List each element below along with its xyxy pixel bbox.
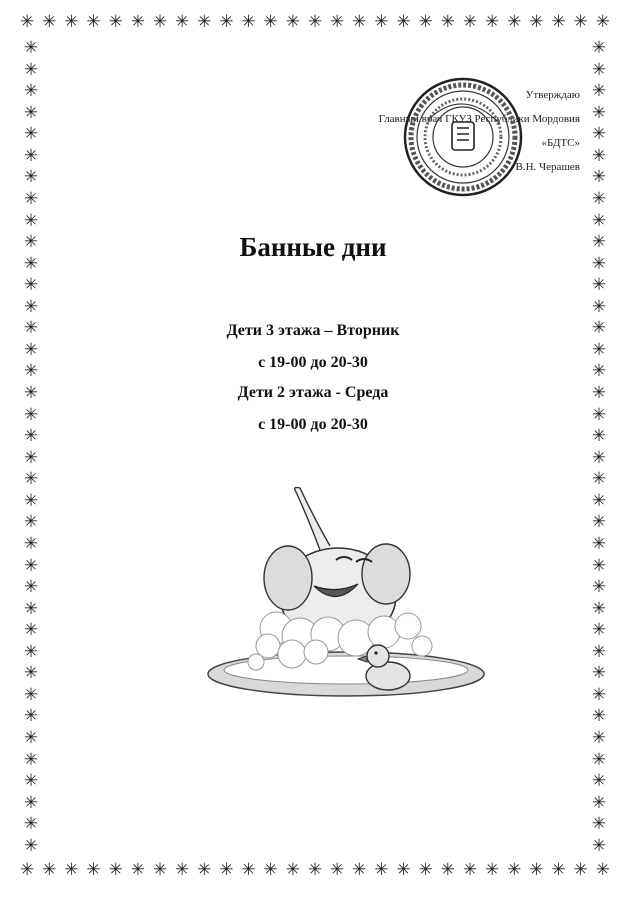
border-star-icon: ✳ <box>152 12 168 32</box>
approval-signatory: В.Н. Черашев <box>515 161 580 173</box>
schedule-floor3: Дети 3 этажа – Вторник <box>226 322 400 339</box>
border-star-icon: ✳ <box>591 598 607 619</box>
border-star-icon: ✳ <box>23 792 39 813</box>
border-star-icon: ✳ <box>440 12 455 32</box>
border-star-icon: ✳ <box>591 361 607 382</box>
border-star-icon: ✳ <box>23 469 39 490</box>
border-star-icon: ✳ <box>418 12 433 32</box>
border-star-icon: ✳ <box>462 860 478 880</box>
border-star-icon: ✳ <box>197 12 212 32</box>
border-star-icon: ✳ <box>108 860 123 880</box>
border-star-icon: ✳ <box>23 512 39 533</box>
border-star-icon: ✳ <box>23 253 39 274</box>
border-star-icon: ✳ <box>23 188 39 209</box>
border-star-icon: ✳ <box>64 12 79 32</box>
border-star-icon: ✳ <box>23 296 39 317</box>
border-star-icon: ✳ <box>484 12 500 32</box>
schedule-floor3-time: с 19-00 до 20-30 <box>258 354 368 371</box>
border-star-icon: ✳ <box>23 167 39 188</box>
border-star-icon: ✳ <box>23 102 39 123</box>
border-star-icon: ✳ <box>374 860 389 880</box>
border-star-icon: ✳ <box>197 860 212 880</box>
border-star-icon: ✳ <box>23 771 39 792</box>
border-star-icon: ✳ <box>591 383 607 403</box>
border-star-icon: ✳ <box>23 577 39 598</box>
border-star-icon: ✳ <box>591 296 607 317</box>
border-star-icon: ✳ <box>130 860 145 880</box>
border-star-icon: ✳ <box>591 490 607 511</box>
border-star-icon: ✳ <box>23 275 39 296</box>
border-star-icon: ✳ <box>23 490 39 511</box>
border-star-icon: ✳ <box>329 860 345 880</box>
border-star-icon: ✳ <box>23 447 39 468</box>
border-star-icon: ✳ <box>551 12 566 32</box>
border-star-icon: ✳ <box>23 404 39 425</box>
border-star-icon: ✳ <box>396 860 411 880</box>
border-star-icon: ✳ <box>20 12 35 32</box>
border-star-icon: ✳ <box>591 145 607 166</box>
border-star-icon: ✳ <box>591 275 607 296</box>
border-star-icon: ✳ <box>23 663 39 684</box>
border-star-icon: ✳ <box>23 749 39 770</box>
border-star-icon: ✳ <box>307 12 323 32</box>
border-star-icon: ✳ <box>591 404 607 425</box>
border-star-icon: ✳ <box>241 12 256 32</box>
border-star-icon: ✳ <box>23 361 39 382</box>
border-star-icon: ✳ <box>591 426 607 447</box>
border-star-icon: ✳ <box>23 684 39 705</box>
border-star-icon: ✳ <box>591 210 607 231</box>
border-star-icon: ✳ <box>86 12 101 32</box>
border-star-icon: ✳ <box>130 12 145 32</box>
border-star-icon: ✳ <box>591 232 607 253</box>
border-star-icon: ✳ <box>529 12 544 32</box>
border-star-icon: ✳ <box>23 145 39 166</box>
border-star-icon: ✳ <box>23 339 39 360</box>
border-star-icon: ✳ <box>591 447 607 468</box>
border-star-icon: ✳ <box>152 860 168 880</box>
border-star-icon: ✳ <box>23 124 39 145</box>
elephant-bath-illustration <box>196 478 496 708</box>
border-star-icon: ✳ <box>591 469 607 490</box>
border-star-icon: ✳ <box>591 706 607 727</box>
decorative-border-right <box>588 38 610 856</box>
border-star-icon: ✳ <box>86 860 101 880</box>
border-star-icon: ✳ <box>374 12 389 32</box>
border-star-icon: ✳ <box>591 102 607 123</box>
border-star-icon: ✳ <box>219 12 234 32</box>
border-star-icon: ✳ <box>551 860 566 880</box>
page-title: Банные дни <box>239 232 387 262</box>
border-star-icon: ✳ <box>352 12 367 32</box>
border-star-icon: ✳ <box>23 59 39 80</box>
decorative-border-bottom <box>20 860 610 880</box>
border-star-icon: ✳ <box>42 12 57 32</box>
border-star-icon: ✳ <box>591 339 607 360</box>
border-star-icon: ✳ <box>591 620 607 641</box>
border-star-icon: ✳ <box>591 59 607 80</box>
border-star-icon: ✳ <box>42 860 57 880</box>
border-star-icon: ✳ <box>591 253 607 274</box>
border-star-icon: ✳ <box>591 188 607 209</box>
border-star-icon: ✳ <box>23 598 39 619</box>
border-star-icon: ✳ <box>23 814 39 835</box>
border-star-icon: ✳ <box>108 12 123 32</box>
border-star-icon: ✳ <box>591 749 607 770</box>
decorative-border-left <box>20 38 42 856</box>
border-star-icon: ✳ <box>591 318 607 339</box>
border-star-icon: ✳ <box>591 124 607 145</box>
border-star-icon: ✳ <box>23 232 39 253</box>
border-star-icon: ✳ <box>462 12 478 32</box>
border-star-icon: ✳ <box>591 792 607 813</box>
border-star-icon: ✳ <box>591 771 607 792</box>
border-star-icon: ✳ <box>591 167 607 188</box>
border-star-icon: ✳ <box>219 860 234 880</box>
decorative-border-top <box>20 12 610 32</box>
border-star-icon: ✳ <box>174 860 190 880</box>
schedule-floor2: Дети 2 этажа - Среда <box>237 384 389 401</box>
border-star-icon: ✳ <box>23 835 39 856</box>
border-star-icon: ✳ <box>307 860 323 880</box>
border-star-icon: ✳ <box>23 728 39 748</box>
border-star-icon: ✳ <box>352 860 367 880</box>
border-star-icon: ✳ <box>174 12 190 32</box>
approval-organization: «БДТС» <box>541 137 580 149</box>
border-star-icon: ✳ <box>23 210 39 231</box>
border-star-icon: ✳ <box>23 555 39 576</box>
border-star-icon: ✳ <box>285 860 300 880</box>
border-star-icon: ✳ <box>591 533 607 554</box>
approval-position: Главный врач ГКУЗ Республики Мордовия <box>378 113 580 125</box>
border-star-icon: ✳ <box>484 860 500 880</box>
border-star-icon: ✳ <box>20 860 35 880</box>
border-star-icon: ✳ <box>263 12 278 32</box>
border-star-icon: ✳ <box>396 12 411 32</box>
border-star-icon: ✳ <box>23 426 39 447</box>
border-star-icon: ✳ <box>440 860 455 880</box>
border-star-icon: ✳ <box>591 512 607 533</box>
border-star-icon: ✳ <box>595 860 610 880</box>
border-star-icon: ✳ <box>507 12 522 32</box>
border-star-icon: ✳ <box>241 860 256 880</box>
border-star-icon: ✳ <box>591 814 607 835</box>
border-star-icon: ✳ <box>329 12 345 32</box>
schedule-floor2-time: с 19-00 до 20-30 <box>258 416 368 433</box>
border-star-icon: ✳ <box>591 641 607 662</box>
border-star-icon: ✳ <box>529 860 544 880</box>
border-star-icon: ✳ <box>591 577 607 598</box>
border-star-icon: ✳ <box>591 835 607 856</box>
border-star-icon: ✳ <box>64 860 79 880</box>
border-star-icon: ✳ <box>418 860 433 880</box>
border-star-icon: ✳ <box>23 383 39 403</box>
border-star-icon: ✳ <box>591 663 607 684</box>
border-star-icon: ✳ <box>591 728 607 748</box>
border-star-icon: ✳ <box>285 12 300 32</box>
border-star-icon: ✳ <box>23 706 39 727</box>
border-star-icon: ✳ <box>591 81 607 102</box>
border-star-icon: ✳ <box>23 38 39 58</box>
border-star-icon: ✳ <box>23 81 39 102</box>
border-star-icon: ✳ <box>23 620 39 641</box>
border-star-icon: ✳ <box>573 860 588 880</box>
border-star-icon: ✳ <box>591 38 607 58</box>
border-star-icon: ✳ <box>23 533 39 554</box>
border-star-icon: ✳ <box>591 555 607 576</box>
border-star-icon: ✳ <box>263 860 278 880</box>
official-stamp-icon <box>402 76 524 198</box>
border-star-icon: ✳ <box>591 684 607 705</box>
border-star-icon: ✳ <box>573 12 588 32</box>
border-star-icon: ✳ <box>595 12 610 32</box>
approval-heading: Утверждаю <box>525 89 580 101</box>
border-star-icon: ✳ <box>507 860 522 880</box>
border-star-icon: ✳ <box>23 318 39 339</box>
border-star-icon: ✳ <box>23 641 39 662</box>
